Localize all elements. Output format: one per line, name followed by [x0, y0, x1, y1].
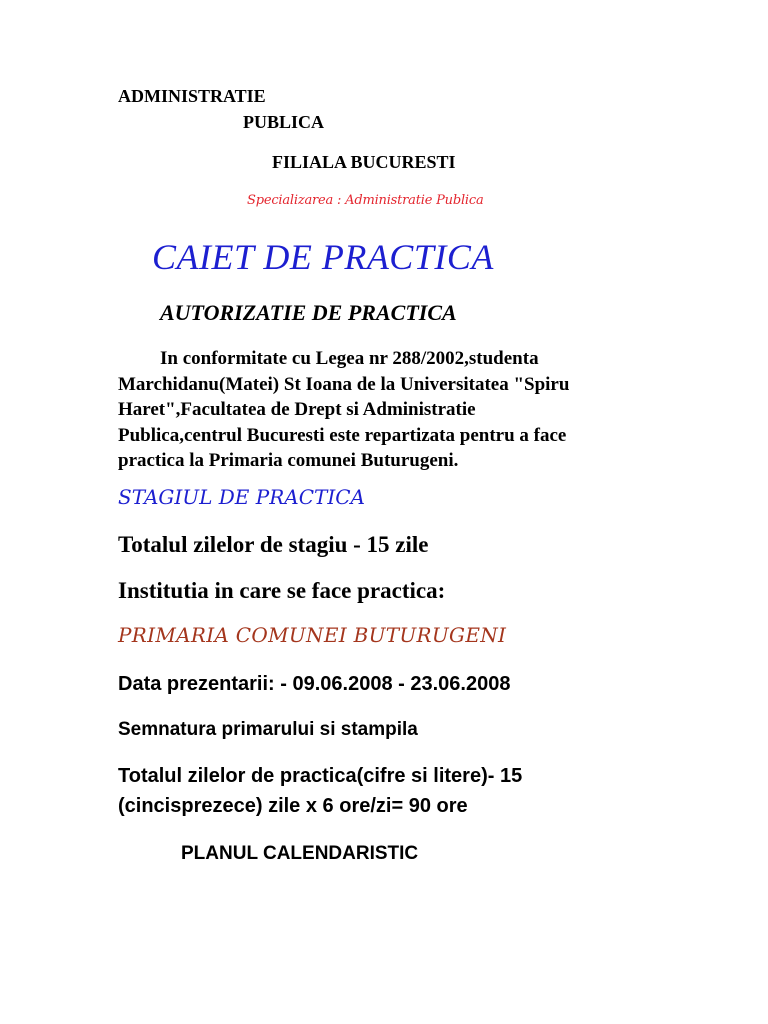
plan-heading: PLANUL CALENDARISTIC [181, 843, 419, 864]
document-title: CAIET DE PRACTICA [152, 237, 494, 277]
practice-total-line-1: Totalul zilelor de practica(cifre si litere)- 15 [118, 765, 523, 787]
branch-name: FILIALA BUCURESTI [272, 152, 456, 172]
document-subtitle: AUTORIZATIE DE PRACTICA [160, 300, 457, 325]
practice-total-line-2: (cincisprezece) zile x 6 ore/zi= 90 ore [118, 795, 468, 817]
total-days-line: Totalul zilelor de stagiu - 15 zile [118, 532, 429, 557]
presentation-date-line: Data prezentarii: - 09.06.2008 - 23.06.2008 [118, 673, 511, 695]
paragraph-line: Marchidanu(Matei) St Ioana de la Universitatea "Spiru [118, 373, 570, 395]
section-heading-stagiul: STAGIUL DE PRACTICA [118, 485, 366, 509]
signature-line: Semnatura primarului si stampila [118, 719, 418, 740]
header-line-publica: PUBLICA [243, 112, 325, 132]
authorization-paragraph [118, 346, 628, 474]
institution-label: Institutia in care se face practica: [118, 578, 446, 603]
paragraph-line: practica la Primaria comunei Buturugeni. [118, 450, 459, 471]
specialization-line: Specializarea : Administratie Publica [247, 193, 484, 208]
paragraph-line: Publica,centrul Bucuresti este repartizata pentru a face [118, 424, 567, 446]
institution-name: PRIMARIA COMUNEI BUTURUGENI [118, 623, 507, 647]
header-line-administratie: ADMINISTRATIE [118, 86, 266, 106]
paragraph-line: In conformitate cu Legea nr 288/2002,studenta [160, 348, 539, 369]
paragraph-line: Haret",Facultatea de Drept si Administratie [118, 399, 476, 420]
